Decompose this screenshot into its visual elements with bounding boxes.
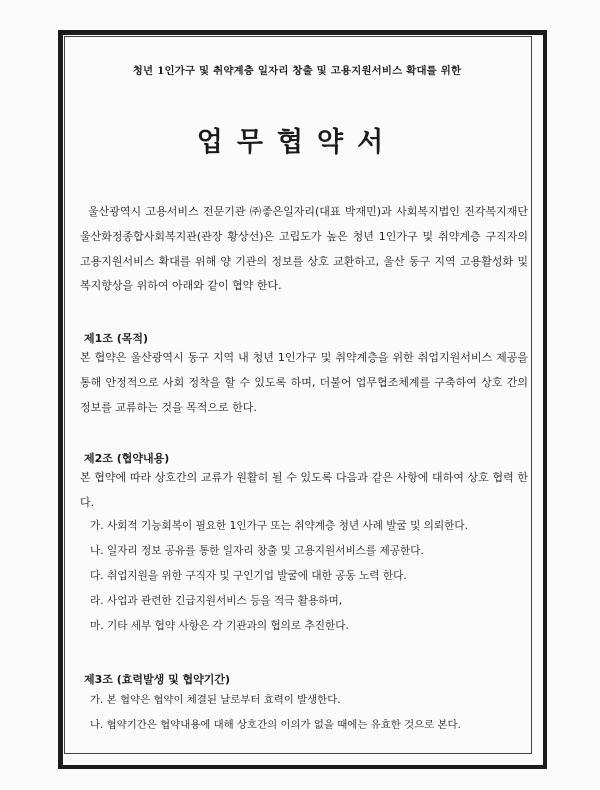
list-item: 나. 일자리 정보 공유를 통한 일자리 창출 및 고용지원서비스를 제공한다. [90,545,424,557]
list-item: 다. 취업지원을 위한 구직자 및 구인기업 발굴에 대한 공동 노력 한다. [90,570,407,582]
article-1-body: 본 협약은 울산광역시 동구 지역 내 청년 1인가구 및 취약계층을 위한 취업지원서비스 제공을 통해 안정적으로 사회 정착을 할 수 있도록 하며, 더불어 업무협조체계를 구축하여 상호 간의 정보를 교류하는 것을 목적으로 한다. [80,351,528,414]
article-2-items [90,514,530,639]
article-1-heading: 제1조 (목적) [84,332,149,345]
list-item: 나. 협약기간은 협약내용에 대해 상호간의 이의가 없을 때에는 유효한 것으로 본다. [90,719,461,731]
article-3-heading: 제3조 (효력발생 및 협약기간) [84,673,231,686]
article-2-body: 본 협약에 따라 상호간의 교류가 원활히 될 수 있도록 다음과 같은 사항에 대하여 상호 협력 한다. [80,471,528,509]
document-title: 업무협약서 [196,127,398,158]
list-item: 라. 사업과 관련한 긴급지원서비스 등을 적극 활용하며, [90,595,343,607]
intro-paragraph: 울산광역시 고용서비스 전문기관 ㈜좋은일자리(대표 박재민)과 사회복지법인 진각복지재단 울산화정종합사회복지관(관장 황상선)은 고립도가 높은 청년 1인가구 및 취약계층 구직자의 고용지원서비스 확대를 위해 양 기관의 정보를 상호 교환하고, 울산 동구 지역 고용활성화 및 복지향상을 위하여 아래와 같이 협약 한다. [80,205,528,293]
list-item: 가. 사회적 기능회복이 필요한 1인가구 또는 취약계층 청년 사례 발굴 및 의뢰한다. [90,520,468,532]
document-subtitle: 청년 1인가구 및 취약계층 일자리 창출 및 고용지원서비스 확대를 위한 [132,65,462,77]
list-item: 마. 기타 세부 협약 사항은 각 기관과의 협의로 추진한다. [90,620,349,632]
article-2-heading: 제2조 (협약내용) [84,452,170,465]
list-item: 가. 본 협약은 협약이 체결된 날로부터 효력이 발생한다. [90,694,341,706]
article-3-items [90,688,530,738]
